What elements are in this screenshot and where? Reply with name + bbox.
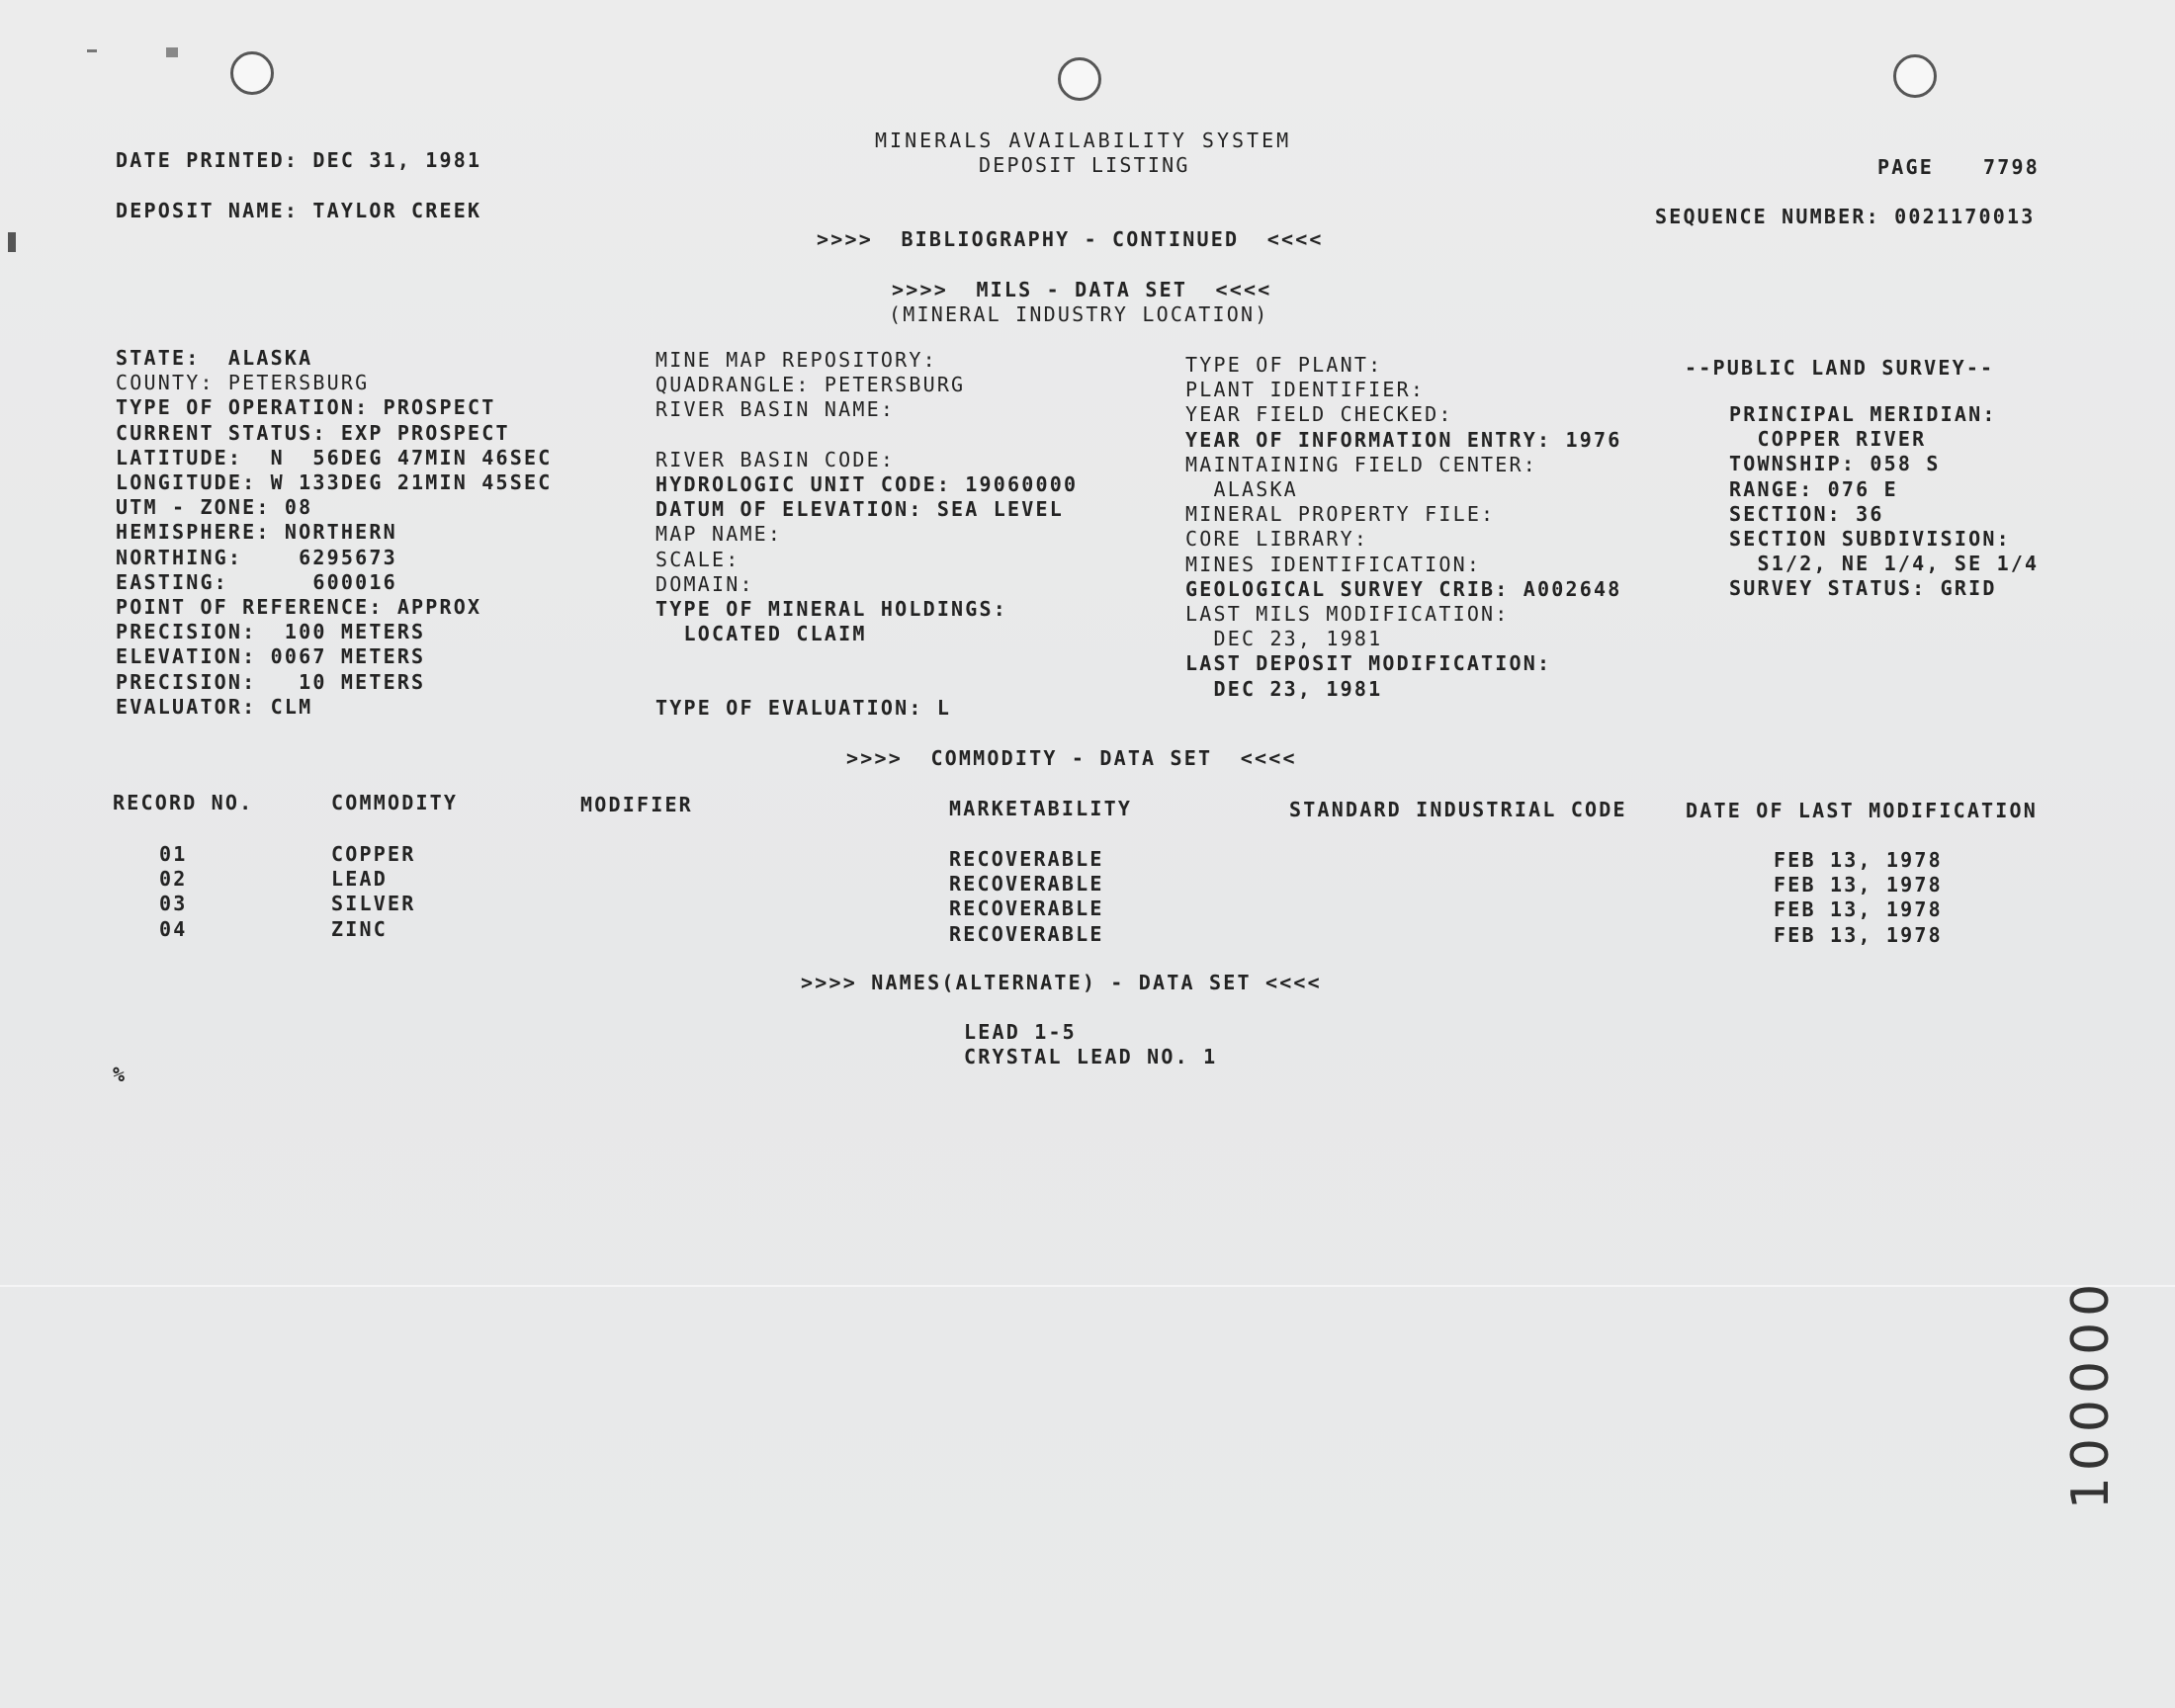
table-cell-marketability: RECOVERABLE — [949, 847, 1104, 871]
spacer-row — [655, 423, 1078, 448]
punch-hole-right — [1893, 54, 1937, 98]
column-header-record-no: RECORD NO. — [113, 791, 254, 814]
field-evaluator: EVALUATOR: CLM — [116, 694, 313, 719]
field-year-field-checked: YEAR FIELD CHECKED: — [1185, 402, 1453, 427]
field-survey-status: SURVEY STATUS: GRID — [1729, 576, 1997, 601]
column-header-last-modification: DATE OF LAST MODIFICATION — [1686, 799, 2039, 822]
field-maintaining-center: MAINTAINING FIELD CENTER: — [1185, 452, 1538, 476]
field-mineral-holdings-type: TYPE OF MINERAL HOLDINGS: — [655, 597, 1008, 622]
mils-plant-column — [1185, 353, 1621, 702]
field-section: SECTION: 36 — [1729, 501, 1884, 526]
field-precision: PRECISION: 100 METERS — [116, 620, 426, 644]
table-cell-record: 03 — [159, 892, 188, 916]
table-cell-commodity: COPPER — [331, 842, 416, 866]
field-river-basin-code: RIVER BASIN CODE: — [655, 447, 896, 471]
field-scale: SCALE: — [655, 547, 740, 571]
field-range: RANGE: 076 E — [1729, 476, 1898, 501]
scan-mark — [87, 49, 97, 52]
field-northing: NORTHING: 6295673 — [116, 545, 397, 569]
page-label: PAGE — [1877, 155, 1934, 179]
field-mineral-property-file: MINERAL PROPERTY FILE: — [1185, 502, 1496, 527]
field-utm-zone: UTM - ZONE: 08 — [116, 495, 313, 520]
last-modification-column — [1774, 848, 1943, 948]
table-cell-date: FEB 13, 1978 — [1774, 873, 1943, 897]
commodity-heading: >>>> COMMODITY - DATA SET <<<< — [846, 746, 1297, 770]
field-longitude: LONGITUDE: W 133DEG 21MIN 45SEC — [116, 470, 553, 495]
field-mineral-holdings-value: LOCATED CLAIM — [655, 622, 867, 646]
field-latitude: LATITUDE: N 56DEG 47MIN 46SEC — [116, 445, 553, 470]
field-quadrangle: QUADRANGLE: PETERSBURG — [655, 373, 966, 397]
field-hydrologic-unit-code: HYDROLOGIC UNIT CODE: 19060000 — [655, 472, 1079, 497]
table-cell-commodity: ZINC — [331, 916, 388, 941]
mils-map-column — [655, 348, 1078, 646]
field-section-subdivision: SECTION SUBDIVISION: — [1729, 527, 2011, 552]
field-mines-identification: MINES IDENTIFICATION: — [1185, 552, 1482, 576]
table-cell-date: FEB 13, 1978 — [1774, 922, 1943, 947]
field-easting: EASTING: 600016 — [116, 569, 397, 594]
table-cell-record: 02 — [159, 867, 188, 892]
mils-location-column — [116, 346, 552, 720]
column-header-sic: STANDARD INDUSTRIAL CODE — [1289, 798, 1627, 821]
field-principal-meridian: PRINCIPAL MERIDIAN: — [1729, 402, 1997, 426]
table-cell-marketability: RECOVERABLE — [949, 872, 1104, 897]
names-heading: >>>> NAMES(ALTERNATE) - DATA SET <<<< — [801, 971, 1322, 994]
field-core-library: CORE LIBRARY: — [1185, 527, 1369, 552]
public-land-survey-heading: --PUBLIC LAND SURVEY-- — [1685, 356, 1995, 380]
field-geological-survey-crib: GEOLOGICAL SURVEY CRIB: A002648 — [1185, 576, 1622, 601]
document-number-stamp — [2056, 1277, 2126, 1510]
field-mine-map-repository: MINE MAP REPOSITORY: — [655, 348, 937, 372]
column-header-commodity: COMMODITY — [331, 791, 459, 814]
public-land-survey-column — [1729, 402, 2039, 602]
field-map-name: MAP NAME: — [655, 522, 783, 547]
commodity-column — [331, 842, 415, 942]
record-column — [159, 842, 187, 942]
field-last-deposit-modification-date: DEC 23, 1981 — [1185, 676, 1383, 701]
field-river-basin-name: RIVER BASIN NAME: — [655, 397, 896, 422]
field-plant-type: TYPE OF PLANT: — [1185, 353, 1383, 377]
end-of-record-mark: % — [113, 1063, 128, 1086]
alternate-name: LEAD 1-5 — [964, 1020, 1077, 1044]
deposit-name: DEPOSIT NAME: TAYLOR CREEK — [116, 199, 482, 222]
listing-title: DEPOSIT LISTING — [979, 153, 1190, 177]
stamp-number: 100000 — [2061, 1277, 2121, 1510]
page-number: 7798 — [1983, 155, 2040, 179]
field-point-of-reference: POINT OF REFERENCE: APPROX — [116, 595, 482, 620]
table-cell-marketability: RECOVERABLE — [949, 921, 1104, 946]
field-last-deposit-modification: LAST DEPOSIT MODIFICATION: — [1185, 651, 1552, 676]
table-cell-marketability: RECOVERABLE — [949, 897, 1104, 921]
punch-hole-center — [1058, 57, 1101, 101]
table-cell-commodity: SILVER — [331, 892, 416, 916]
scan-mark — [166, 47, 178, 57]
field-maintaining-center-value: ALASKA — [1185, 477, 1298, 502]
column-header-marketability: MARKETABILITY — [949, 797, 1133, 820]
field-elevation-precision: PRECISION: 10 METERS — [116, 669, 426, 694]
field-elevation: ELEVATION: 0067 METERS — [116, 644, 426, 669]
system-title: MINERALS AVAILABILITY SYSTEM — [875, 128, 1292, 152]
field-state: STATE: ALASKA — [116, 346, 313, 370]
field-operation-type: TYPE OF OPERATION: PROSPECT — [116, 395, 496, 420]
sequence-number: SEQUENCE NUMBER: 0021170013 — [1655, 205, 2036, 228]
field-current-status: CURRENT STATUS: EXP PROSPECT — [116, 420, 510, 445]
table-cell-date: FEB 13, 1978 — [1774, 848, 1943, 872]
field-year-of-entry: YEAR OF INFORMATION ENTRY: 1976 — [1185, 427, 1622, 452]
column-header-modifier: MODIFIER — [580, 793, 693, 816]
field-principal-meridian-value: COPPER RIVER — [1729, 427, 1927, 452]
mils-subheading: (MINERAL INDUSTRY LOCATION) — [889, 302, 1269, 326]
field-last-mils-modification: LAST MILS MODIFICATION: — [1185, 602, 1510, 627]
field-domain: DOMAIN: — [655, 571, 754, 596]
field-last-mils-modification-date: DEC 23, 1981 — [1185, 627, 1383, 651]
alternate-name: CRYSTAL LEAD NO. 1 — [964, 1045, 1218, 1069]
table-cell-commodity: LEAD — [331, 867, 388, 892]
date-printed: DATE PRINTED: DEC 31, 1981 — [116, 148, 482, 172]
bibliography-heading: >>>> BIBLIOGRAPHY - CONTINUED <<<< — [817, 227, 1324, 251]
mils-heading: >>>> MILS - DATA SET <<<< — [892, 278, 1272, 301]
field-evaluation-type: TYPE OF EVALUATION: L — [655, 696, 952, 720]
field-hemisphere: HEMISPHERE: NORTHERN — [116, 520, 397, 545]
punch-hole-left — [230, 51, 274, 95]
field-section-subdivision-value: S1/2, NE 1/4, SE 1/4 — [1729, 552, 2040, 576]
field-plant-identifier: PLANT IDENTIFIER: — [1185, 378, 1426, 402]
field-township: TOWNSHIP: 058 S — [1729, 452, 1941, 476]
table-cell-date: FEB 13, 1978 — [1774, 897, 1943, 922]
alternate-names-list — [964, 1020, 1217, 1069]
marketability-column — [949, 847, 1104, 947]
table-cell-record: 04 — [159, 916, 188, 941]
field-datum-of-elevation: DATUM OF ELEVATION: SEA LEVEL — [655, 497, 1064, 522]
fold-line — [0, 1285, 2175, 1287]
table-cell-record: 01 — [159, 842, 188, 866]
field-county: COUNTY: PETERSBURG — [116, 371, 370, 395]
scan-mark — [8, 232, 16, 252]
